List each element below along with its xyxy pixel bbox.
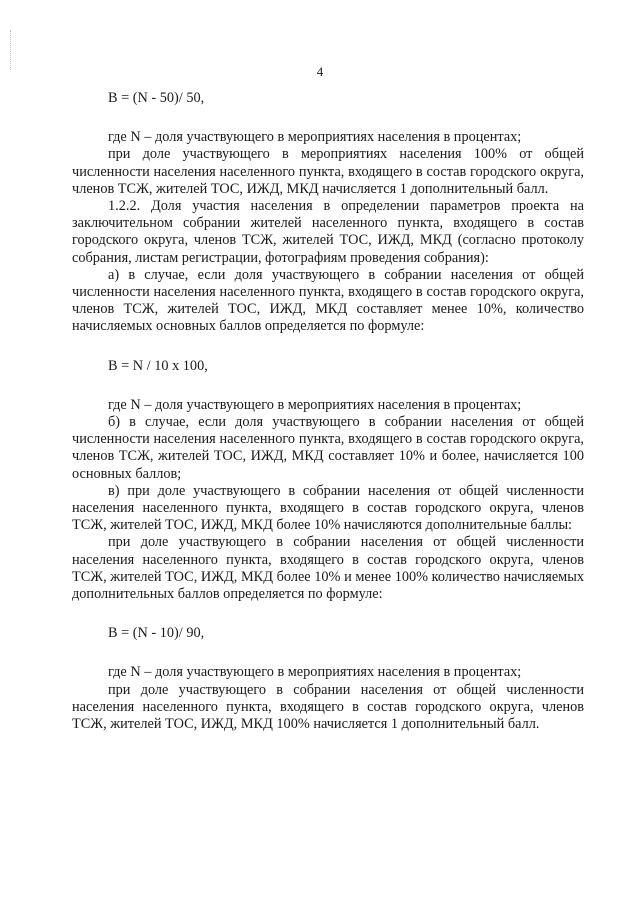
- paragraph-full-participation-bonus-1: при доле участвующего в мероприятиях населения 100% от общей численности населения населенного пункта, входящего в состав городского округа, членов ТСЖ, жителей ТОС, ИЖД, МКД начисляется 1 дополнительный балл.: [72, 146, 584, 197]
- paragraph-n-definition-1: где N – доля участвующего в мероприятиях населения в процентах;: [108, 129, 522, 146]
- paragraph-case-b: б) в случае, если доля участвующего в собрании населения от общей численности населения населенного пункта, входящего в состав городского округа, членов ТСЖ, жителей ТОС, ИЖД, МКД составляет 10% и более, начисляется 100 основных баллов;: [72, 414, 584, 482]
- paragraph-full-participation-bonus-2: при доле участвующего в собрании населения от общей численности населения населенного пункта, входящего в состав городского округа, членов ТСЖ, жителей ТОС, ИЖД, МКД 100% начисляется 1 дополнительный балл.: [72, 681, 584, 733]
- paragraph-section-1-2-2: 1.2.2. Доля участия населения в определении параметров проекта на заключительном собрании жителей населенного пункта, входящего в состав городского округа, членов ТСЖ, жителей ТОС, ИЖД, МКД (согласно протоколу собрания, листам регистрации, фотографиям проведения собрания):: [72, 198, 584, 266]
- document-body: [72, 90, 584, 733]
- paragraph-additional-points-formula-intro: при доле участвующего в собрании населения от общей численности населения населенного пункта, входящего в состав городского округа, членов ТСЖ, жителей ТОС, ИЖД, МКД более 10% и менее 100% количество начисляемых дополнительных баллов определяется по формуле:: [72, 534, 584, 603]
- formula-1: B = (N - 50)/ 50,: [108, 90, 205, 106]
- paragraph-n-definition-2: где N – доля участвующего в мероприятиях населения в процентах;: [108, 396, 522, 413]
- formula-3: B = (N - 10)/ 90,: [108, 625, 205, 642]
- paragraph-case-a: а) в случае, если доля участвующего в собрании населения от общей численности населения населенного пункта, входящего в состав городского округа, членов ТСЖ, жителей ТОС, ИЖД, МКД составляет менее 10%, количество начисляемых основных баллов определяется по формуле:: [72, 266, 584, 335]
- formula-2: B = N / 10 x 100,: [108, 357, 208, 374]
- paragraph-case-c: в) при доле участвующего в собрании населения от общей численности населения населенного пункта, входящего в состав городского округа, членов ТСЖ, жителей ТОС, ИЖД, МКД более 10% начисляются дополнительные баллы:: [72, 482, 584, 534]
- paragraph-n-definition-3: где N – доля участвующего в мероприятиях населения в процентах;: [108, 664, 522, 681]
- page-number: 4: [316, 64, 324, 79]
